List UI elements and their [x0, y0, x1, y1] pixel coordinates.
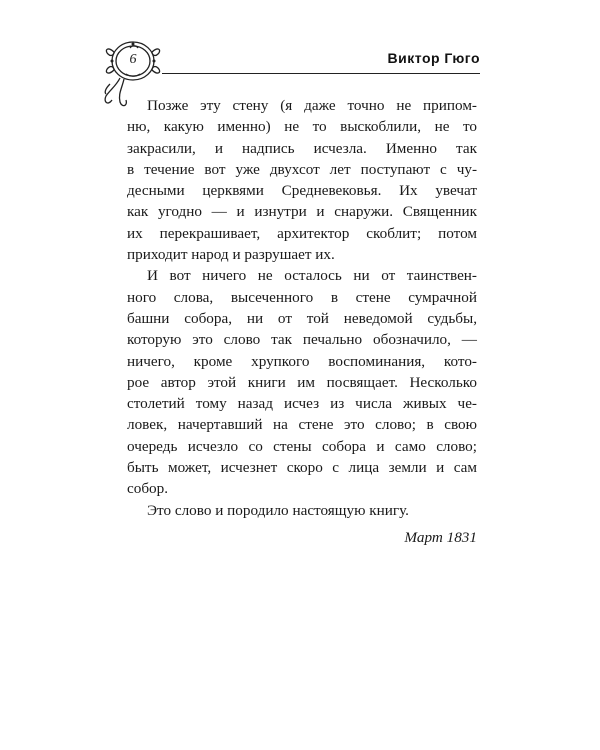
text-line: которую это слово так печально обозначило, — [127, 331, 477, 349]
paragraph-1 [127, 95, 477, 265]
text-line: Это слово и породило настоящую книгу. [147, 501, 409, 519]
text-line: столетий тому назад исчез из числа живых че- [127, 395, 477, 413]
text-line: приходит народ и разрушает их. [127, 246, 335, 264]
header-rule [162, 73, 480, 74]
text-line: их перекрашивает, архитектор скоблит; потом [127, 224, 477, 242]
text-line: ного слова, высеченного в стене сумрачной [127, 288, 477, 306]
text-line: в течение вот уже двухсот лет поступают с чу- [127, 160, 477, 178]
text-line: быть может, исчезнет скоро с лица земли и сам [127, 459, 477, 477]
text-line: десными церквями Средневековья. Их увечат [127, 182, 477, 200]
text-line: ловек, начертавший на стене это слово; в свою [127, 416, 477, 434]
text-line: Позже эту стену (я даже точно не припом- [147, 97, 477, 114]
main-text [127, 95, 477, 548]
text-line: ню, какую именно) не то выскоблили, не то [127, 118, 477, 136]
text-line: ничего, кроме хрупкого воспоминания, кото- [127, 352, 477, 370]
date-signature: Март 1831 [404, 528, 477, 546]
running-title: Виктор Гюго [387, 50, 480, 66]
text-line: башни собора, ни от той неведомой судьбы, [127, 309, 477, 327]
page-number: 6 [129, 52, 137, 67]
text-line: И вот ничего не осталось ни от таинствен- [147, 267, 477, 285]
paragraph-3 [127, 500, 477, 521]
text-line: собор. [127, 480, 169, 498]
paragraph-2 [127, 265, 477, 499]
text-line: очередь исчезло со стены собора и само слово; [127, 437, 477, 455]
page-header [100, 40, 480, 80]
text-line: как угодно — и изнутри и снаружи. Священник [127, 203, 477, 221]
text-line: рое автор этой книги им посвящает. Несколько [127, 373, 477, 391]
text-line: закрасили, и надпись исчезла. Именно так [127, 139, 477, 157]
